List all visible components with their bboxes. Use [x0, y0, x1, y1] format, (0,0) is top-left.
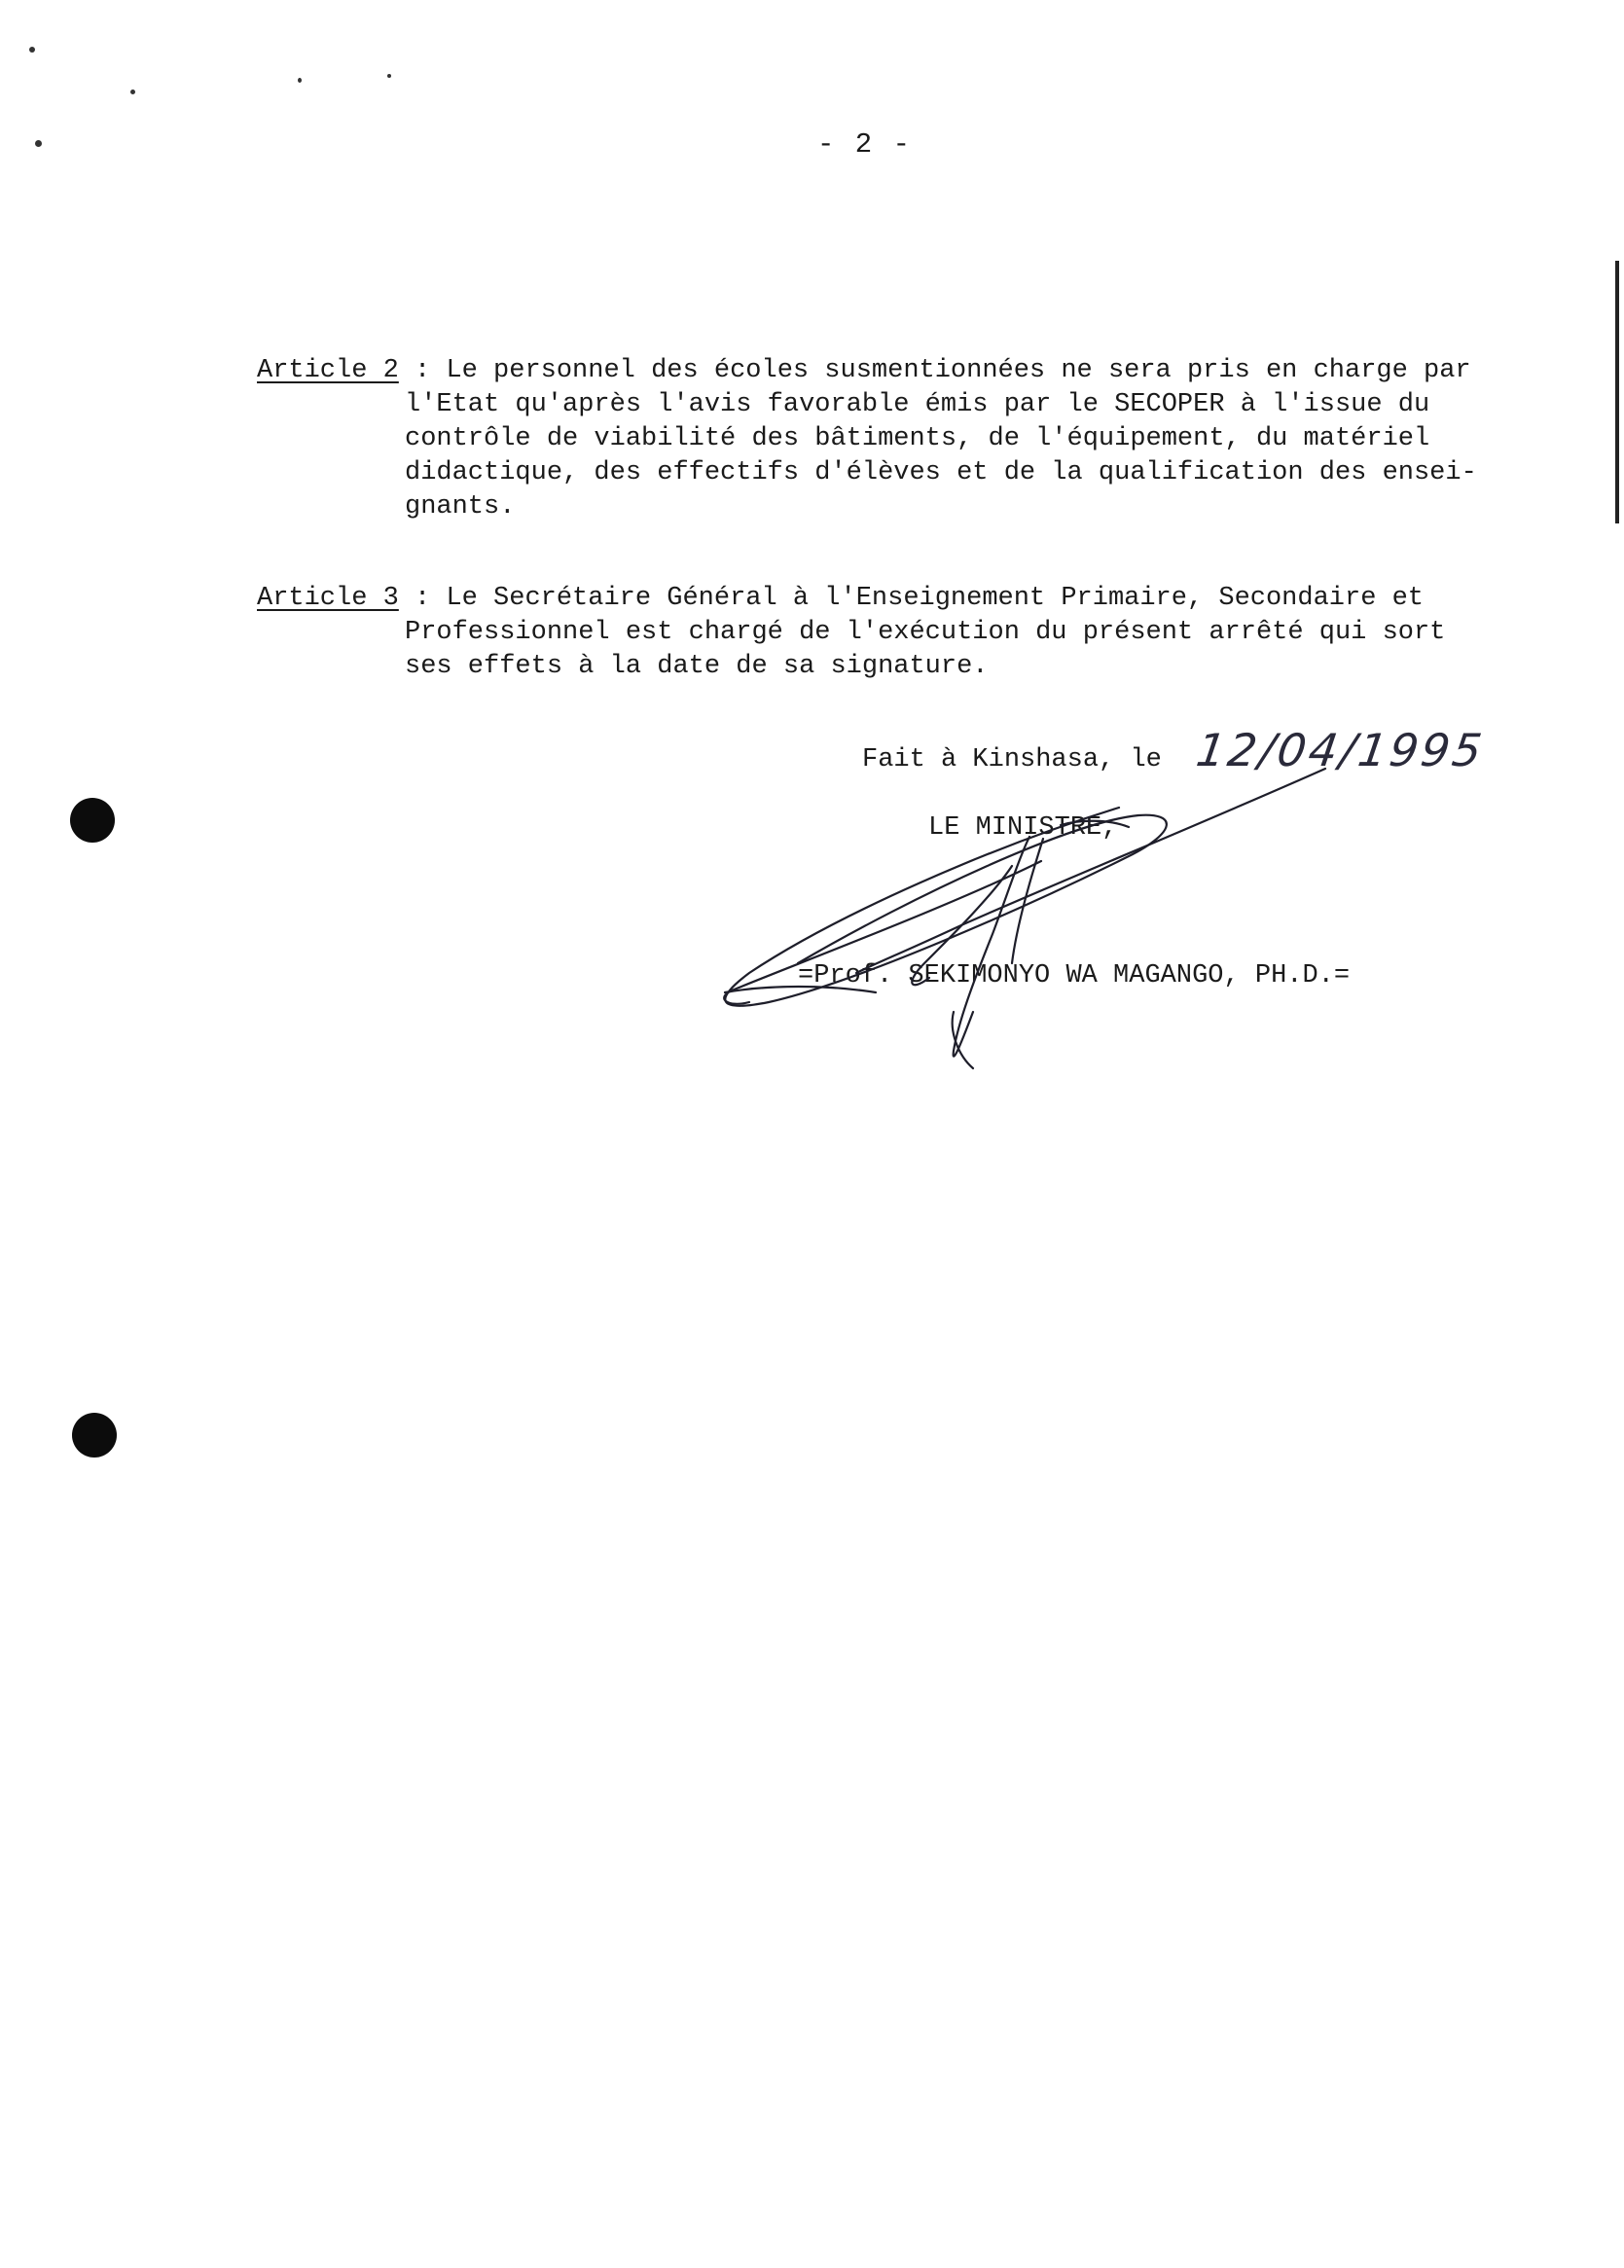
- article-label: Article 2: [257, 356, 399, 385]
- punch-hole: [72, 1413, 117, 1458]
- article-line: didactique, des effectifs d'élèves et de la qualification des ensei-: [405, 458, 1477, 487]
- article-label: Article 3: [257, 584, 399, 613]
- article-line: l'Etat qu'après l'avis favorable émis par le SECOPER à l'issue du: [405, 390, 1430, 419]
- article-separator: :: [398, 356, 447, 385]
- page-number: - 2 -: [817, 128, 913, 161]
- article-first-line: [257, 582, 1445, 616]
- article-line: gnants.: [405, 492, 516, 522]
- scan-speck: [29, 47, 35, 53]
- article-line: Professionnel est chargé de l'exécution du présent arrêté qui sort: [405, 618, 1446, 647]
- article-separator: :: [398, 584, 447, 613]
- handwritten-date: 12/04/1995: [1193, 724, 1488, 776]
- punch-hole: [70, 798, 115, 843]
- scan-edge-line: [1615, 261, 1619, 523]
- article-line: ses effets à la date de sa signature.: [405, 652, 989, 681]
- article-3: [257, 582, 1445, 684]
- scan-speck: [387, 74, 391, 78]
- article-line: contrôle de viabilité des bâtiments, de l'équipement, du matériel: [405, 424, 1430, 453]
- article-first-line: [257, 354, 1477, 388]
- scan-speck: [130, 90, 135, 94]
- scan-speck: [298, 78, 302, 83]
- scan-speck: [35, 140, 42, 147]
- signatory-name: =Prof. SEKIMONYO WA MAGANGO, PH.D.=: [798, 961, 1351, 990]
- article-2: [257, 354, 1477, 524]
- minister-title: LE MINISTRE,: [928, 813, 1118, 843]
- place-date: Fait à Kinshasa, le: [862, 745, 1162, 774]
- article-text: Le Secrétaire Général à l'Enseignement Primaire, Secondaire et: [446, 584, 1425, 613]
- article-text: Le personnel des écoles susmentionnées ne sera pris en charge par: [446, 356, 1471, 385]
